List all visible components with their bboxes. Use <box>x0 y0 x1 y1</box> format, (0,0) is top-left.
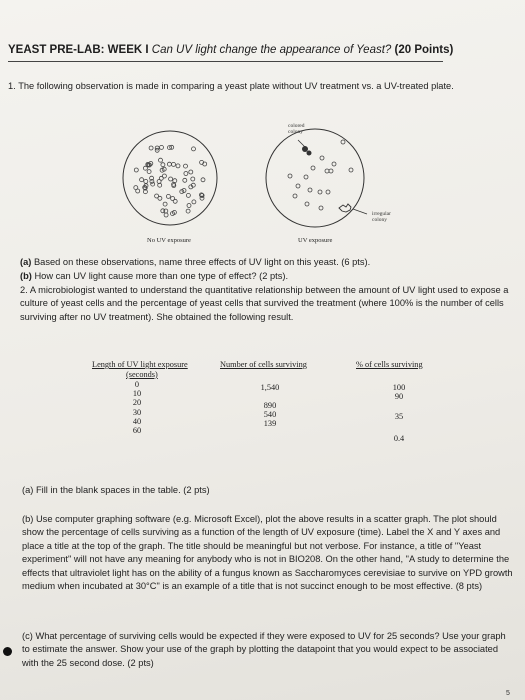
survival-table <box>92 360 462 480</box>
q1a-label: (a) <box>20 257 32 267</box>
title-points: (20 Points) <box>394 44 454 56</box>
plate-illustration <box>110 120 410 255</box>
q1b-label: (b) <box>20 271 32 281</box>
header-percent-surviving: % of cells surviving <box>356 360 423 369</box>
title-underline <box>8 61 443 62</box>
colony <box>163 202 167 206</box>
colony <box>173 179 177 183</box>
svg-text:colored colony <box>288 123 392 223</box>
colony <box>169 177 173 181</box>
cells-cell: 1,540 <box>260 383 280 392</box>
colony <box>186 193 190 197</box>
colony <box>164 213 168 217</box>
question-1 <box>8 80 513 93</box>
colony <box>189 170 193 174</box>
irregular-colony-arrow <box>353 209 367 214</box>
time-cell: 30 <box>132 407 142 417</box>
title-course: YEAST PRE-LAB: WEEK I <box>8 44 149 56</box>
label-colored-line2: colony <box>288 129 303 135</box>
time-cell: 10 <box>132 389 142 399</box>
q2b-label: (b) <box>22 514 34 524</box>
question-1b <box>20 270 515 283</box>
cells-cell: 890 <box>263 401 277 410</box>
header-cells-surviving: Number of cells surviving <box>220 360 307 369</box>
time-cell: 20 <box>132 398 142 408</box>
question-2 <box>20 284 516 324</box>
header-uv-length: Length of UV light exposure <box>92 360 188 369</box>
colony <box>149 146 153 150</box>
page-title <box>8 44 513 56</box>
percent-cell: 0.4 <box>393 434 405 444</box>
q1-number: 1. <box>8 81 16 91</box>
colony <box>144 179 148 183</box>
plate-figure <box>110 120 410 255</box>
colony <box>171 197 175 201</box>
colony <box>176 164 180 168</box>
plate-uv <box>266 129 364 227</box>
colony <box>184 164 188 168</box>
cells-cell: 540 <box>263 410 277 420</box>
colony <box>186 209 190 213</box>
q2c-text: What percentage of surviving cells would be expected if they were exposed to UV for 25 seconds? Use your graph to estimate the answer. Show your use of the graph by plotting the datapoint that you would expect to be associated with the 25 second dose. (2 pts) <box>22 631 506 668</box>
colony <box>159 176 163 180</box>
colony <box>158 196 162 200</box>
label-irregular-line2: colony <box>372 217 387 223</box>
colony <box>187 204 191 208</box>
label-uv: UV exposure <box>298 237 333 244</box>
colony <box>140 178 144 182</box>
irregular-colony <box>339 204 351 212</box>
q1a-text: Based on these observations, name three effects of UV light on this yeast. (6 pts). <box>33 257 371 267</box>
colony <box>184 172 188 176</box>
colony <box>161 163 165 167</box>
q2a-text: Fill in the blank spaces in the table. (2 pts) <box>35 485 210 495</box>
time-cell: 60 <box>132 426 142 436</box>
colony <box>172 162 176 166</box>
colony <box>167 162 171 166</box>
colony <box>147 170 151 174</box>
title-question: Can UV light change the appearance of Yeast? <box>151 44 392 56</box>
page-number: 5 <box>506 690 510 697</box>
column-percent <box>374 383 424 443</box>
q2b-text: Use computer graphing software (e.g. Microsoft Excel), plot the above results in a scatter graph. The plot should show the percentage of cells surviving as a function of the length of UV exposure (time). Label the X and Y axes and place a title at the top of the graph. The title should be meaningful but not verbose. For instance, a title of "Yeast experiment" will not have any meaning for anybody who is not in BIO208. On the other hand, "A study to determine the effects that ultraviolet light has on the ability of a fungus known as Saccharomyces cerevisiae to survive on YPD growth medium when incubated at 30°C" is an example of a title that is not succinct enough to be most effective. (8 pts) <box>22 514 513 592</box>
colony <box>134 186 138 190</box>
colony <box>192 200 196 204</box>
cells-cell: 139 <box>263 419 277 429</box>
percent-cell: 90 <box>394 392 404 402</box>
column-time <box>112 380 162 435</box>
colony <box>160 145 164 149</box>
colony <box>191 177 195 181</box>
q2-number: 2. <box>20 285 28 295</box>
label-colored-line1: colored <box>288 123 305 129</box>
colony <box>166 194 170 198</box>
colony <box>134 168 138 172</box>
colored-colony-arrow <box>298 140 306 148</box>
colony <box>201 178 205 182</box>
colony <box>183 178 187 182</box>
colored-colony <box>302 146 312 156</box>
header-seconds: (seconds) <box>126 370 158 379</box>
q1b-text: How can UV light cause more than one type of effect? (2 pts). <box>34 271 289 281</box>
q2-text: A microbiologist wanted to understand the quantitative relationship between the amount of UV light used to expose a culture of yeast cells and the percentage of yeast cells that survived the treatment (where 100% is the number of cells surviving after no UV treatment). She obtained the following result. <box>20 285 509 322</box>
question-1a <box>20 256 515 269</box>
dense-colonies <box>134 145 207 217</box>
sparse-colonies <box>288 140 353 210</box>
colony <box>151 182 155 186</box>
question-2b <box>22 513 514 593</box>
question-2c <box>22 630 512 670</box>
q2c-label: (c) <box>22 631 33 641</box>
question-2a <box>22 484 512 497</box>
label-no-uv: No UV exposure <box>147 237 191 244</box>
time-cell: 0 <box>134 380 140 389</box>
colony <box>159 158 163 162</box>
q1-text: The following observation is made in comparing a yeast plate without UV treatment vs. a UV-treated plate. <box>18 81 454 91</box>
percent-cell: 100 <box>392 383 406 392</box>
time-cell: 40 <box>132 416 142 426</box>
column-cells <box>240 383 300 429</box>
label-irregular-line1: irregular <box>372 211 391 217</box>
percent-cell: 35 <box>394 412 404 422</box>
colony <box>192 147 196 151</box>
bullet-marker <box>3 647 12 656</box>
q2a-label: (a) <box>22 485 34 495</box>
